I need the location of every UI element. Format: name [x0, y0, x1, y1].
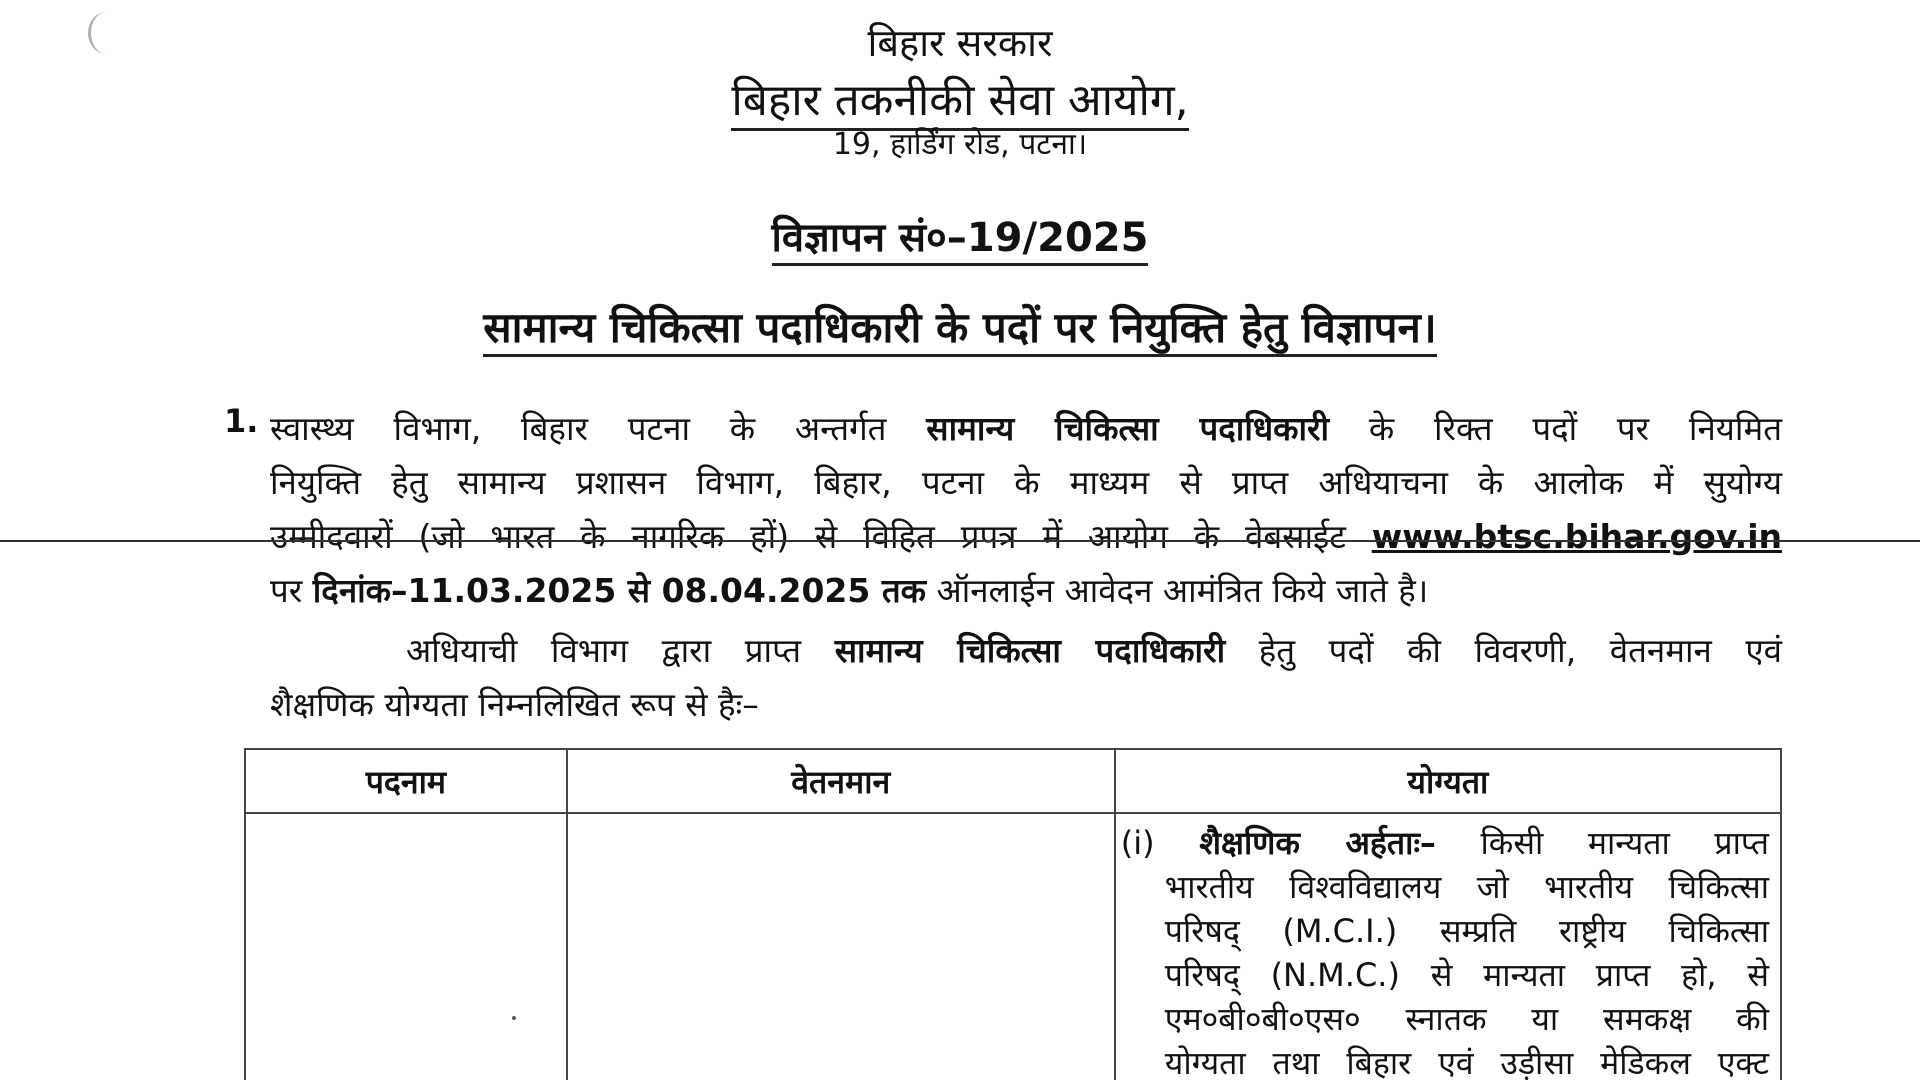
text-segment: स्वास्थ्य विभाग, बिहार पटना के अन्तर्गत	[270, 409, 887, 448]
table-row	[245, 813, 1781, 1080]
qualification-line: परिषद् (M.C.I.) सम्प्रति राष्ट्रीय चिकित्सा	[1164, 912, 1769, 950]
qualification-text	[1117, 815, 1779, 1080]
cell-pay-scale	[567, 813, 1115, 1080]
table-header-row	[245, 749, 1781, 813]
advertisement-number-text: विज्ञापन सं०–19/2025	[772, 215, 1149, 266]
paragraph-1	[270, 402, 1782, 618]
cell-qualification	[1115, 813, 1781, 1080]
text-segment: किसी मान्यता प्राप्त	[1480, 824, 1770, 862]
text-segment: उम्मीदवारों (जो भारत के नागरिक हों) से विहित प्रपत्र में आयोग के वेबसाईट	[270, 517, 1346, 556]
list-marker: (i)	[1120, 824, 1155, 862]
scan-speck	[512, 1016, 516, 1020]
column-header-post: पदनाम	[245, 749, 567, 813]
text-segment: ऑनलाईन आवेदन आमंत्रित किये जाते है।	[936, 571, 1429, 610]
text-segment: हेतु पदों की विवरणी, वेतनमान एवं	[1258, 631, 1783, 670]
column-header-qualification: योग्यता	[1115, 749, 1781, 813]
paragraph-2	[270, 624, 1782, 732]
website-link[interactable]: www.btsc.bihar.gov.in	[1371, 517, 1782, 556]
post-name-bold: सामान्य चिकित्सा पदाधिकारी	[926, 409, 1330, 448]
strike-through-line	[0, 540, 1920, 542]
advertisement-title	[0, 298, 1920, 355]
post-name-bold: सामान्य चिकित्सा पदाधिकारी	[834, 631, 1226, 670]
paragraph-1-line-2: नियुक्ति हेतु सामान्य प्रशासन विभाग, बिहार, पटना के माध्यम से प्राप्त अधियाचना के आलोक में सुयोग्य	[270, 463, 1782, 502]
paragraph-1-line-3	[270, 510, 1782, 564]
application-dates-bold: दिनांक–11.03.2025 से 08.04.2025 तक	[312, 571, 926, 610]
column-header-pay-scale: वेतनमान	[567, 749, 1115, 813]
government-name: बिहार सरकार	[867, 21, 1053, 65]
qualification-label: शैक्षणिक अर्हताः–	[1199, 824, 1436, 862]
qualification-line: एम०बी०बी०एस० स्नातक या समकक्ष की	[1164, 1000, 1769, 1038]
qualification-line: परिषद् (N.M.C.) से मान्यता प्राप्त हो, से	[1164, 956, 1769, 994]
advertisement-number	[0, 208, 1920, 263]
paragraph-2-line-2: शैक्षणिक योग्यता निम्नलिखित रूप से हैः–	[270, 685, 759, 724]
paragraph-1-line-1	[270, 402, 1782, 456]
qualification-line: भारतीय विश्वविद्यालय जो भारतीय चिकित्सा	[1164, 868, 1769, 906]
organization-name-text: बिहार तकनीकी सेवा आयोग,	[731, 75, 1188, 131]
posts-table	[244, 748, 1782, 1080]
qualification-line: योग्यता तथा बिहार एवं उड़ीसा मेडिकल एक्ट	[1164, 1044, 1769, 1080]
paragraph-1-line-4	[270, 564, 1782, 618]
advertisement-title-text: सामान्य चिकित्सा पदाधिकारी के पदों पर नियुक्ति हेतु विज्ञापन।	[483, 303, 1436, 357]
organization-name	[0, 68, 1920, 128]
text-segment: के रिक्त पदों पर नियमित	[1368, 409, 1783, 448]
paragraph-2-line-1	[270, 624, 1782, 678]
qualification-line	[1121, 821, 1769, 865]
cell-post	[245, 813, 567, 1080]
organization-address: 19, हार्डिंग रोड, पटना।	[832, 127, 1088, 162]
paragraph-number: 1.	[224, 402, 259, 440]
text-segment: अधियाची विभाग द्वारा प्राप्त	[406, 631, 802, 670]
text-segment: पर	[270, 571, 303, 610]
